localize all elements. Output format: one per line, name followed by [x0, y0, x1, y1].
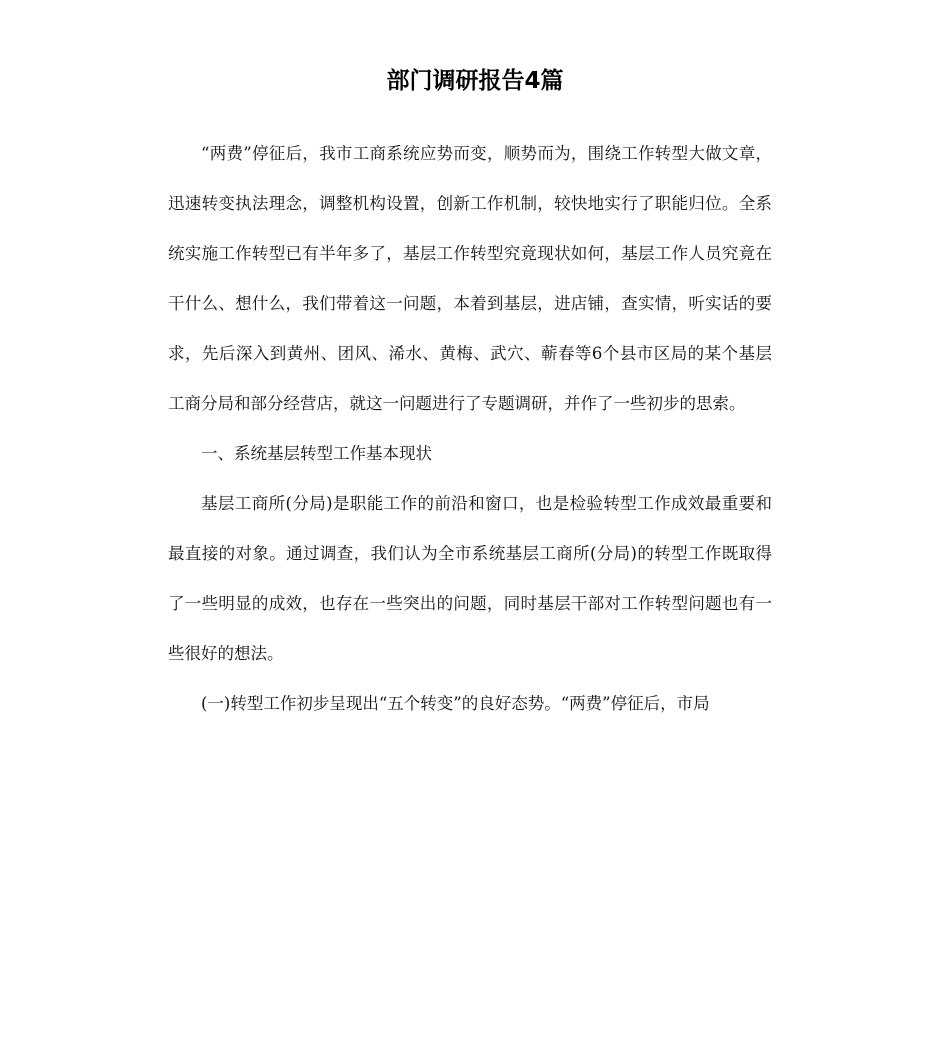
subsection-paragraph: (一)转型工作初步呈现出“五个转变”的良好态势。“两费”停征后，市局 [201, 694, 710, 713]
document-body [168, 129, 772, 729]
document-title: 部门调研报告4篇 [386, 68, 564, 94]
section-heading: 一、系统基层转型工作基本现状 [201, 444, 432, 463]
intro-paragraph: “两费”停征后，我市工商系统应势而变，顺势而为，围绕工作转型大做文章，迅速转变执法理念，调整机构设置，创新工作机制，较快地实行了职能归位。全系统实施工作转型已有半年多了，基层工作转型究竟现状如何，基层工作人员究竟在干什么、想什么，我们带着这一问题，本着到基层，进店铺，查实情，听实话的要求，先后深入到黄州、团风、浠水、黄梅、武穴、蕲春等6个县市区局的某个基层工商分局和部分经营店，就这一问题进行了专题调研，并作了一些初步的思索。 [168, 144, 772, 413]
section-paragraph: 基层工商所(分局)是职能工作的前沿和窗口，也是检验转型工作成效最重要和最直接的对象。通过调查，我们认为全市系统基层工商所(分局)的转型工作既取得了一些明显的成效，也存在一些突出的问题，同时基层干部对工作转型问题也有一些很好的想法。 [168, 494, 772, 663]
